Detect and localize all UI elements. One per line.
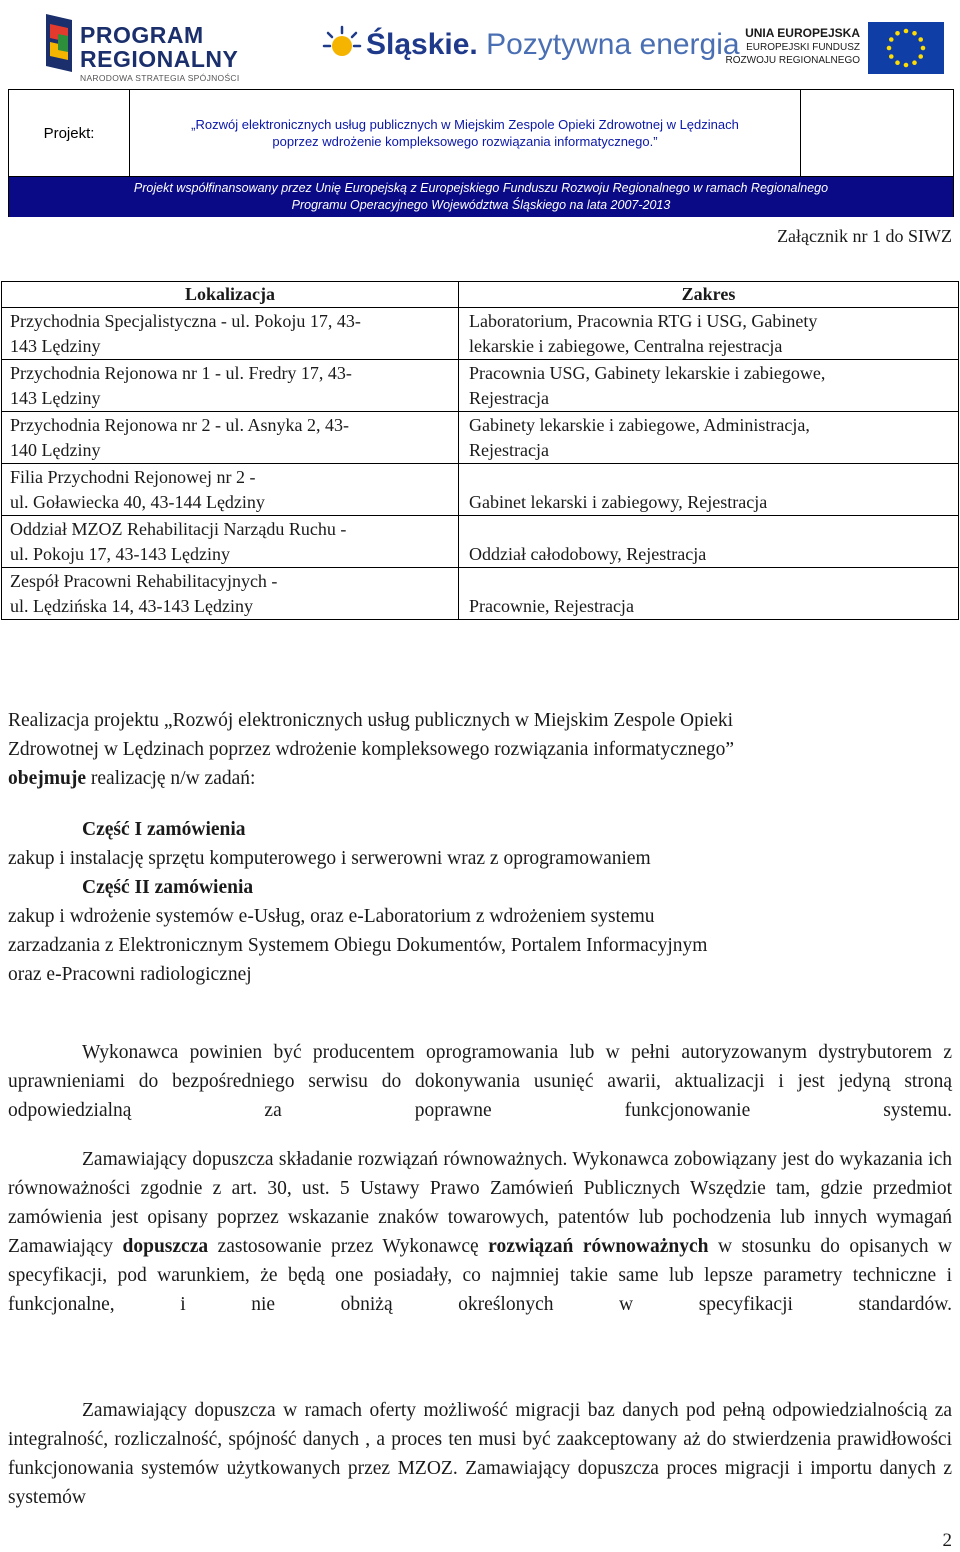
table-row — [2, 360, 959, 412]
cofinance-line2: Programu Operacyjnego Województwa Śląskiego na lata 2007-2013 — [291, 198, 671, 212]
location-line: Przychodnia Rejonowa nr 2 - ul. Asnyka 2, 43- — [10, 415, 349, 435]
location-line: Oddział MZOZ Rehabilitacji Narządu Ruchu - — [10, 519, 347, 539]
eu-line3: ROZWOJU REGIONALNEGO — [725, 55, 860, 66]
location-line: 143 Lędziny — [10, 336, 101, 356]
column-header-scope: Zakres — [459, 282, 959, 308]
part2-title: Część II zamówienia — [82, 877, 254, 898]
equivalent-bold-solutions: rozwiązań równoważnych — [488, 1236, 709, 1257]
part2-text — [8, 902, 952, 989]
scope-line: Gabinet lekarski i zabiegowy, Rejestracja — [469, 492, 768, 512]
eu-star-icon — [921, 46, 926, 51]
scope-line: Laboratorium, Pracownia RTG i USG, Gabinety — [469, 311, 818, 331]
cofinance-band — [9, 176, 953, 217]
eu-star-icon — [904, 63, 909, 68]
equivalent-text-a: Zamawiający dopuszcza składanie rozwiązań równoważnych. Wykonawca zobowiązany jest do wykazania ich równoważności zgodnie z art. 30, ust. 5 Ustawy Prawo Zamówień Publicznych Wszędzie tam, gdzie przedmiot zamówienia jest opisany poprzez wskazanie znaków towarowych, patentów lub pochodzenia lub innych wymagań Zamawiający — [8, 1149, 952, 1257]
attachment-label: Załącznik nr 1 do SIWZ — [777, 226, 952, 246]
location-cell — [2, 464, 459, 516]
location-line: ul. Pokoju 17, 43-143 Lędziny — [10, 544, 230, 564]
location-cell — [2, 360, 459, 412]
scope-cell — [459, 516, 959, 568]
location-cell — [2, 516, 459, 568]
intro-line1: Realizacja projektu „Rozwój elektronicznych usług publicznych w Miejskim Zespole Opieki — [8, 710, 734, 731]
scope-line: Pracownia USG, Gabinety lekarskie i zabiegowe, — [469, 363, 826, 383]
equivalent-paragraph — [8, 1145, 952, 1348]
eu-star-icon — [889, 54, 894, 59]
sun-icon — [322, 24, 362, 64]
slaskie-slogan: Pozytywna energia — [486, 28, 740, 61]
scope-cell — [459, 412, 959, 464]
eu-star-icon — [912, 60, 917, 65]
eu-logo — [725, 18, 952, 78]
location-cell — [2, 308, 459, 360]
location-line: Filia Przychodni Rejonowej nr 2 - — [10, 467, 256, 487]
migration-paragraph: Zamawiający dopuszcza w ramach oferty możliwość migracji baz danych pod pełną odpowiedzialnością za integralność, rozliczalność, spójność danych , a proces ten musi być zaakceptowany aż do stwierdzenia prawidłowości funkcjonowania systemów użytkowanych przez MZOZ. Zamawiający dopuszcza proces migracji i importu danych z systemów — [8, 1400, 952, 1508]
eu-line1: UNIA EUROPEJSKA — [745, 26, 860, 40]
location-line: 143 Lędziny — [10, 388, 101, 408]
eu-star-icon — [887, 46, 892, 51]
logo-bar — [0, 0, 960, 86]
scope-line: lekarskie i zabiegowe, Centralna rejestracja — [469, 336, 783, 356]
equivalent-text-c: zastosowanie przez Wykonawcę — [208, 1236, 489, 1257]
table-row — [2, 568, 959, 620]
project-title-line2: poprzez wdrożenie kompleksowego rozwiązania informatycznego.” — [272, 134, 658, 149]
part1-text: zakup i instalację sprzętu komputerowego i serwerowni wraz z oprogramowaniem — [8, 848, 651, 869]
location-cell — [2, 412, 459, 464]
table-row — [2, 412, 959, 464]
program-line2: REGIONALNY — [80, 46, 239, 72]
column-header-location: Lokalizacja — [2, 282, 459, 308]
location-line: 140 Lędziny — [10, 440, 101, 460]
scope-line: Gabinety lekarskie i zabiegowe, Administracja, — [469, 415, 810, 435]
part2-line1: zakup i wdrożenie systemów e-Usług, oraz e-Laboratorium z wdrożeniem systemu — [8, 906, 655, 927]
intro-line3 — [8, 764, 952, 793]
location-cell — [2, 568, 459, 620]
program-line3: NARODOWA STRATEGIA SPÓJNOŚCI — [80, 73, 240, 83]
scope-line: Rejestracja — [469, 388, 549, 408]
table-row — [2, 516, 959, 568]
table-row — [2, 464, 959, 516]
cofinance-line1: Projekt współfinansowany przez Unię Europejską z Europejskiego Funduszu Rozwoju Regionalnego w ramach Regionalnego — [133, 181, 829, 195]
location-line: Zespół Pracowni Rehabilitacyjnych - — [10, 571, 278, 591]
scope-cell — [459, 464, 959, 516]
project-header — [8, 89, 954, 217]
page-number: 2 — [942, 1530, 952, 1551]
location-line: ul. Lędzińska 14, 43-143 Lędziny — [10, 596, 253, 616]
project-title — [130, 90, 801, 176]
eu-star-icon — [904, 29, 909, 34]
equivalent-text-e: w stosunku do opisanych w specyfikacji, pod warunkiem, że będą one posiadały, co najmniej takie same lub lepsze parametry techniczne i funkcjonalne, i nie obniżą określonych w specyfikacji standardów. — [8, 1236, 953, 1315]
project-label: Projekt: — [9, 90, 130, 176]
table-row — [2, 308, 959, 360]
slaskie-name: Śląskie. — [366, 28, 478, 61]
project-title-line1: „Rozwój elektronicznych usług publicznych w Miejskim Zespole Opieki Zdrowotnej w Lędzinach — [191, 117, 739, 132]
eu-star-icon — [912, 31, 917, 36]
part2-line3: oraz e-Pracowni radiologicznej — [8, 964, 252, 985]
locations-table — [1, 281, 959, 620]
slaskie-wordmark — [366, 28, 740, 62]
scope-line: Oddział całodobowy, Rejestracja — [469, 544, 707, 564]
eu-star-icon — [895, 60, 900, 65]
intro-line2: Zdrowotnej w Lędzinach poprzez wdrożenie kompleksowego rozwiązania informatycznego” — [8, 739, 735, 760]
location-line: Przychodnia Rejonowa nr 1 - ul. Fredry 17, 43- — [10, 363, 352, 383]
eu-flag-icon — [868, 22, 944, 74]
scope-line: Rejestracja — [469, 440, 549, 460]
eu-star-icon — [889, 37, 894, 42]
program-flag-icon — [44, 12, 74, 74]
program-line1: PROGRAM — [80, 22, 204, 48]
intro-bold: obejmuje — [8, 768, 86, 789]
eu-line2: EUROPEJSKI FUNDUSZ — [746, 42, 860, 53]
scope-cell — [459, 568, 959, 620]
eu-star-icon — [918, 37, 923, 42]
part1-title: Część I zamówienia — [82, 819, 246, 840]
eu-text — [726, 26, 860, 67]
scope-cell — [459, 308, 959, 360]
equivalent-bold-allows: dopuszcza — [122, 1236, 209, 1257]
scope-line: Pracownie, Rejestracja — [469, 596, 634, 616]
table-header-row — [2, 282, 959, 308]
location-line: Przychodnia Specjalistyczna - ul. Pokoju 17, 43- — [10, 311, 361, 331]
part2-line2: zarzadzania z Elektronicznym Systemem Obiegu Dokumentów, Portalem Informacyjnym — [8, 935, 708, 956]
intro-rest: realizację n/w zadań: — [85, 768, 256, 789]
intro-paragraph — [8, 706, 952, 793]
scope-cell — [459, 360, 959, 412]
location-line: ul. Goławiecka 40, 43-144 Lędziny — [10, 492, 265, 512]
project-header-row — [9, 90, 953, 176]
eu-star-icon — [895, 31, 900, 36]
eu-star-icon — [918, 54, 923, 59]
program-regionalny-logo — [44, 10, 244, 83]
contractor-paragraph: Wykonawca powinien być producentem oprogramowania lub w pełni autoryzowanym dystrybutorem z uprawnieniami do bezpośredniego serwisu do dokonywania usunięć awarii, aktualizacji i jest jedyną stroną odpowiedzialną za poprawne funkcjonowanie systemu. — [8, 1042, 952, 1121]
